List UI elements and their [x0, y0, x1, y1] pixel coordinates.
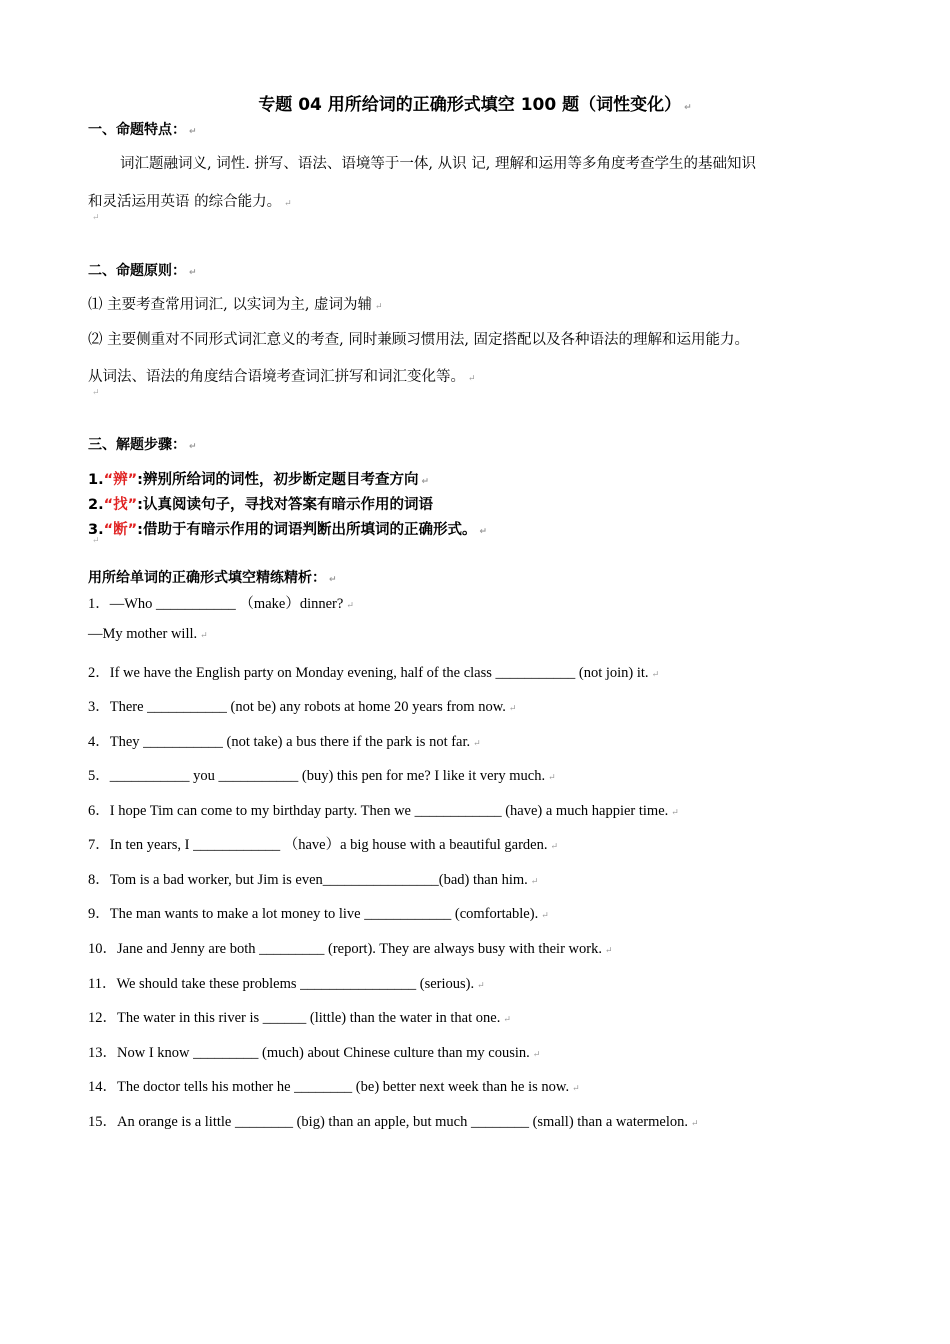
question-item: 9．The man wants to make a lot money to live ____________ (comfortable). ↵: [88, 906, 549, 922]
section4-heading: 用所给单词的正确形式填空精练精析： ↵: [88, 570, 337, 586]
paragraph-mark: ↵: [572, 1083, 580, 1093]
paragraph-mark: ↵: [548, 772, 556, 782]
question-item: 4．They ___________ (not take) a bus there if the park is not far. ↵: [88, 734, 481, 750]
paragraph-mark: ↵: [284, 199, 292, 209]
paragraph-mark: ↵: [671, 807, 679, 817]
paragraph-mark: ↵: [329, 575, 337, 585]
paragraph-mark: ↵: [532, 1049, 541, 1059]
question-item: 8．Tom is a bad worker, but Jim is even________________(bad) than him. ↵: [88, 872, 539, 888]
paragraph-mark: ↵: [189, 127, 197, 137]
question-item: 11．We should take these problems ________________ (serious). ↵: [88, 976, 485, 992]
paragraph-mark: ↵: [691, 1118, 699, 1128]
paragraph-mark: ↵: [541, 910, 549, 920]
question-item: 10．Jane and Jenny are both _________ (report). They are always busy with their work. ↵: [88, 941, 613, 957]
question-item: 5．___________ you ___________ (buy) this pen for me? I like it very much. ↵: [88, 768, 556, 784]
paragraph-mark: ↵: [421, 477, 430, 487]
section1-line1: 词汇题融词义, 词性. 拼写、语法、语境等于一体, 从识 记, 理解和运用等多角度考查学生的基础知识: [120, 156, 756, 172]
section1-heading: 一、命题特点： ↵: [88, 122, 197, 138]
paragraph-mark: ↵: [477, 980, 485, 990]
question-item: 12．The water in this river is ______ (little) than the water in that one. ↵: [88, 1010, 511, 1026]
question-item: 7．In ten years, I ____________ （have）a big house with a beautiful garden. ↵: [88, 837, 559, 853]
paragraph-mark: ↵: [468, 374, 476, 384]
page-title: 专题 04 用所给词的正确形式填空 100 题（词性变化） ↵: [258, 95, 692, 115]
empty-paragraph-mark: ↵: [92, 213, 100, 223]
question-item: 14．The doctor tells his mother he ________ (be) better next week than he is now. ↵: [88, 1079, 580, 1095]
question-item: 15．An orange is a little ________ (big) than an apple, but much ________ (small) than a watermelon. ↵: [88, 1114, 699, 1130]
section3-heading: 三、解题步骤： ↵: [88, 437, 197, 453]
question-item: 13．Now I know _________ (much) about Chinese culture than my cousin. ↵: [88, 1045, 541, 1061]
empty-paragraph-mark: ↵: [92, 536, 100, 546]
paragraph-mark: ↵: [651, 669, 660, 679]
paragraph-mark: ↵: [200, 630, 208, 640]
paragraph-mark: ↵: [508, 703, 517, 713]
step-3: 3.“断”:借助于有暗示作用的词语判断出所填词的正确形式。 ↵: [88, 522, 488, 538]
paragraph-mark: ↵: [530, 876, 539, 886]
section2-line2: ⑵ 主要侧重对不同形式词汇意义的考查, 同时兼顾习惯用法, 固定搭配以及各种语法的理解和运用能力。: [88, 332, 750, 348]
question-item: 1．—Who ___________ （make）dinner? ↵: [88, 596, 354, 612]
paragraph-mark: ↵: [189, 442, 197, 452]
section2-line1: ⑴ 主要考查常用词汇, 以实词为主, 虚词为辅 ↵: [88, 297, 383, 313]
paragraph-mark: ↵: [189, 268, 197, 278]
question-item: 2．If we have the English party on Monday evening, half of the class ___________ (not join) it. ↵: [88, 665, 660, 681]
paragraph-mark: ↵: [604, 945, 613, 955]
step-1: 1.“辨”:辨别所给词的词性，初步断定题目考查方向 ↵: [88, 472, 430, 488]
question-item: 3．There ___________ (not be) any robots at home 20 years from now. ↵: [88, 699, 517, 715]
paragraph-mark: ↵: [503, 1014, 511, 1024]
step-2: 2.“找”:认真阅读句子，寻找对答案有暗示作用的词语: [88, 497, 433, 513]
section2-heading: 二、命题原则： ↵: [88, 263, 197, 279]
section1-line2: 和灵活运用英语 的综合能力。 ↵: [88, 194, 292, 210]
paragraph-mark: ↵: [479, 527, 488, 537]
paragraph-mark: ↵: [375, 302, 383, 312]
question-item: —My mother will. ↵: [88, 626, 208, 642]
paragraph-mark: ↵: [684, 103, 692, 113]
empty-paragraph-mark: ↵: [92, 388, 100, 398]
section2-line3: 从词法、语法的角度结合语境考查词汇拼写和词汇变化等。 ↵: [88, 369, 476, 385]
paragraph-mark: ↵: [473, 738, 481, 748]
question-item: 6．I hope Tim can come to my birthday party. Then we ____________ (have) a much happier time. ↵: [88, 803, 679, 819]
paragraph-mark: ↵: [550, 841, 559, 851]
paragraph-mark: ↵: [346, 600, 354, 610]
